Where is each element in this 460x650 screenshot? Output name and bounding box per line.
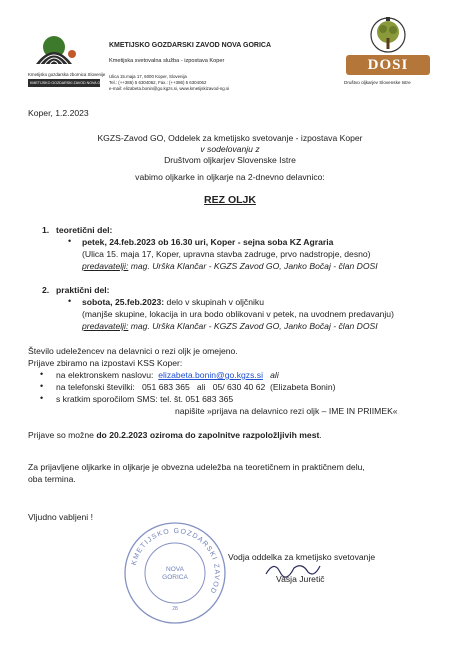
attendance-line-2: oba termina.	[28, 474, 76, 484]
org-name: KMETIJSKO GOZDARSKI ZAVOD NOVA GORICA	[109, 42, 272, 49]
registration-phone-line	[56, 382, 335, 393]
section-1-detail: (Ulica 15. maja 17, Koper, upravna stavba zadruge, prvo nadstropje, desno)	[82, 249, 371, 259]
phone-line: Tel.: (++386) 5 6304062, Fax.: (++386) 5 6304062	[109, 80, 207, 85]
phone-numbers: 051 683 365 ali 05/ 630 40 62 (Elizabeta Bonin)	[141, 382, 336, 392]
section-2-detail: (manjše skupine, lokacija in ura bodo oblikovani v petek, na uvodnem predavanju)	[82, 309, 394, 319]
section-2-lecturers-names: mag. Urška Klančar - KGZS Zavod GO, Janko Bočaj - član DOSI	[130, 321, 378, 331]
section-2-bullet	[82, 297, 264, 308]
deadline-suffix: .	[319, 430, 322, 440]
section-2-bullet-date: sobota, 25.feb.2023:	[82, 297, 165, 307]
section-2-heading: praktični del:	[56, 285, 110, 295]
section-2-lecturers-label: predavatelji:	[82, 321, 129, 331]
registration-intro: Prijave zbiramo na izpostavi KSS Koper:	[28, 358, 183, 368]
section-1-bullet: petek, 24.feb.2023 ob 16.30 uri, Koper - sejna soba KZ Agraria	[82, 237, 334, 247]
closing: Vljudno vabljeni !	[28, 512, 93, 522]
bullet-icon: •	[40, 381, 44, 391]
email-suffix: ali	[270, 370, 279, 380]
date-line: Koper, 1.2.2023	[28, 108, 89, 118]
kgzs-logo-icon	[28, 34, 80, 72]
dosi-logo-box	[346, 55, 430, 75]
registration-email-line	[56, 370, 279, 381]
bullet-icon: •	[40, 369, 44, 379]
intro-line-2: v sodelovanju z	[200, 144, 260, 154]
bullet-icon: •	[40, 393, 44, 403]
stamp-center-2: GORICA	[162, 574, 188, 581]
bullet-icon: •	[68, 296, 72, 306]
logo-caption-1: Kmetijsko gozdarska zbornica Slovenije	[28, 72, 106, 77]
header	[0, 0, 460, 100]
intro-line-1: KGZS-Zavod GO, Oddelek za kmetijsko svetovanje - izpostava Koper	[97, 133, 363, 143]
email-link[interactable]: elizabeta.bonin@go.kgzs.si	[158, 370, 263, 380]
official-stamp-icon	[122, 520, 228, 626]
stamp-center-1: NOVA	[166, 566, 184, 573]
participants-note: Število udeležencev na delavnici o rezi oljk je omejeno.	[28, 346, 238, 356]
deadline-line	[28, 430, 322, 441]
bullet-icon: •	[68, 236, 72, 246]
section-2-number: 2.	[42, 285, 50, 295]
registration-sms-line	[56, 394, 233, 405]
svg-text:KMETIJSKO GOZDARSKI ZAVOD	[131, 528, 220, 595]
sms-number: 051 683 365	[185, 394, 234, 404]
stamp-ring-text: KMETIJSKO GOZDARSKI ZAVOD	[130, 527, 221, 595]
phone-prefix: na telefonski številki:	[56, 382, 135, 392]
email-prefix: na elektronskem naslovu:	[56, 370, 154, 380]
deadline-prefix: Prijave so možne	[28, 430, 94, 440]
page-title: REZ OLJK	[204, 194, 256, 206]
intro	[0, 133, 460, 183]
sms-prefix: s kratkim sporočilom SMS: tel. št.	[56, 394, 184, 404]
logo-caption-2: KMETIJSKO GOZDARSKI ZAVOD NOVA GORICA	[30, 81, 112, 85]
stamp-number: 28	[172, 606, 178, 612]
intro-line-4: vabimo oljkarke in oljkarje na 2-dnevno delavnico:	[135, 172, 325, 182]
dosi-caption: Društvo oljkarjev Slovenske Istre	[344, 80, 411, 85]
section-1-lecturers	[82, 261, 378, 272]
signature-role: Vodja oddelka za kmetijsko svetovanje	[228, 552, 376, 562]
email-line: e-mail: elizabeta.bonin@go.kgzs.si, www.kmetijskizavod-ng.si	[109, 86, 230, 91]
org-subtitle: Kmetijska svetovalna služba - izpostava Koper	[109, 58, 225, 64]
olive-tree-icon	[366, 16, 410, 54]
section-2-lecturers	[82, 321, 378, 332]
signature-name: Vasja Juretič	[276, 574, 325, 584]
attendance-line-1: Za prijavljene oljkarke in oljkarje je obvezna udeležba na teoretičnem in praktičnem delu,	[28, 462, 365, 472]
intro-line-3: Društvom oljkarjev Slovenske Istre	[164, 155, 296, 165]
section-1-lecturers-names: mag. Urška Klančar - KGZS Zavod GO, Janko Bočaj - član DOSI	[130, 261, 378, 271]
sms-text: napišite »prijava na delavnico rezi oljk – IME IN PRIIMEK«	[175, 406, 398, 416]
deadline-date: do 20.2.2023 oziroma do zapolnitve razpoložljivih mest	[96, 430, 320, 440]
section-1-number: 1.	[42, 225, 50, 235]
dosi-logo-text: DOSI	[367, 56, 409, 73]
section-2-bullet-text: delo v skupinah v oljčniku	[164, 297, 264, 307]
address-line: Ulica 15.maja 17, 6000 Koper, Slovenija	[109, 74, 187, 79]
section-1-lecturers-label: predavatelji:	[82, 261, 129, 271]
logo-caption-2-box	[28, 79, 112, 87]
section-1-heading: teoretični del:	[56, 225, 113, 235]
